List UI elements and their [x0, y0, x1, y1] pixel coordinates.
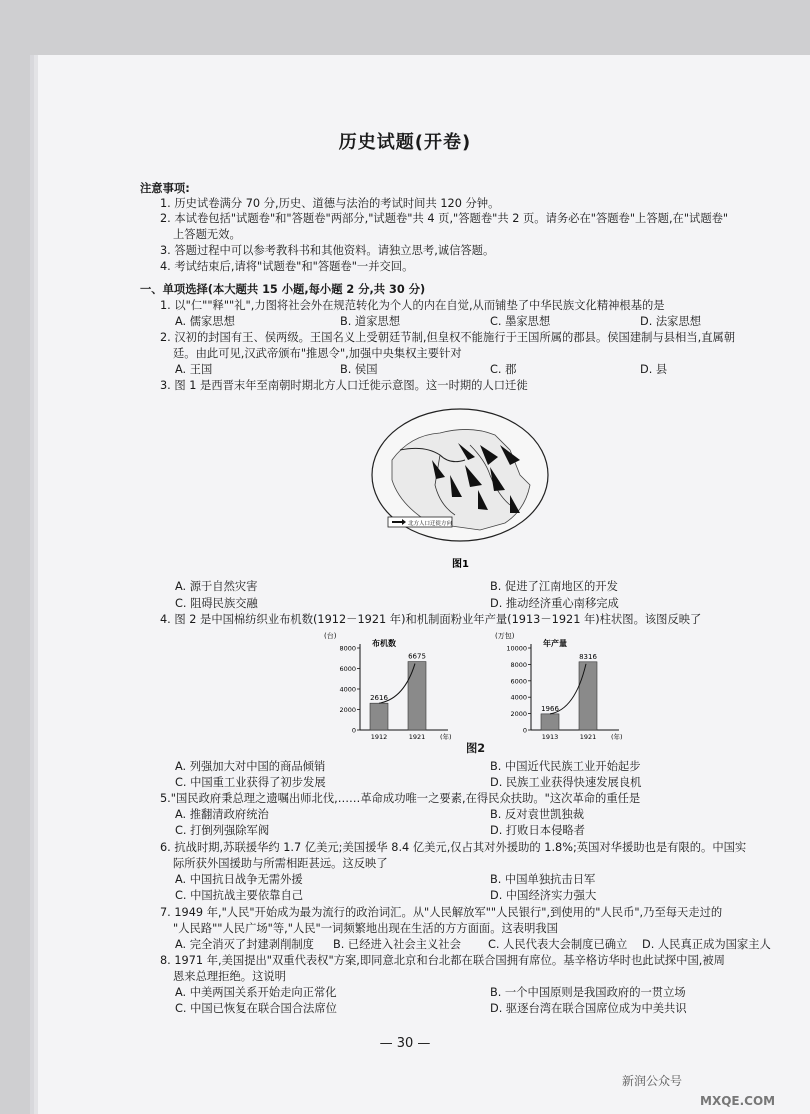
- x-tick-label: 1921: [579, 733, 597, 740]
- y-tick-label: 6000: [510, 677, 527, 686]
- option-a: A. 王国: [175, 363, 213, 376]
- question-stem: "人民路""人民广场"等,"人民"一词频繁地出现在生活的方方面面。这表明我国: [173, 922, 558, 935]
- notice-item: 1. 历史试卷满分 70 分,历史、道德与法治的考试时间共 120 分钟。: [160, 197, 500, 210]
- question-stem: 4. 图 2 是中国棉纺织业布机数(1912－1921 年)和机制面粉业年产量(1913－1921 年)柱状图。该图反映了: [160, 613, 702, 626]
- chart-title: 布机数: [372, 639, 396, 648]
- bar-value-label: 2616: [370, 694, 388, 703]
- question-stem: 恩来总理拒绝。这说明: [173, 970, 286, 983]
- page-title: 历史试题(开卷): [338, 132, 472, 153]
- option-c: C. 打倒列强除军阀: [175, 824, 270, 837]
- option-a: A. 中国抗日战争无需外援: [175, 873, 303, 886]
- y-tick-label: 2000: [510, 710, 527, 719]
- option-c: C. 中国已恢复在联合国合法席位: [175, 1002, 337, 1015]
- option-a: A. 儒家思想: [175, 315, 235, 328]
- option-b: B. 侯国: [340, 363, 378, 376]
- bar-value-label: 1966: [541, 704, 559, 713]
- bar: [408, 662, 426, 730]
- question-stem: 5."国民政府秉总理之遗嘱出师北伐,……革命成功唯一之要素,在得民众扶助。"这次革命的重任是: [160, 792, 641, 805]
- y-tick-label: 8000: [510, 660, 527, 669]
- option-b: B. 中国单独抗击日军: [490, 873, 596, 886]
- option-a: A. 推翻清政府统治: [175, 808, 269, 821]
- watermark-url: MXQE.COM: [700, 1094, 776, 1108]
- figure-caption: 图1: [452, 559, 469, 570]
- option-c: C. 人民代表大会制度已确立: [488, 938, 628, 951]
- question-stem: 廷。由此可见,汉武帝颁布"推恩令",加强中央集权主要针对: [173, 347, 462, 360]
- chart-title: 年产量: [543, 639, 567, 648]
- option-b: B. 促进了江南地区的开发: [490, 580, 618, 593]
- bar-value-label: 6675: [408, 652, 426, 661]
- question-stem: 3. 图 1 是西晋末年至南朝时期北方人口迁徙示意图。这一时期的人口迁徙: [160, 379, 528, 392]
- migration-map: [370, 405, 550, 570]
- bar: [541, 714, 559, 730]
- option-b: B. 中国近代民族工业开始起步: [490, 760, 641, 773]
- option-a: A. 源于自然灾害: [175, 580, 258, 593]
- figure-caption: 图2: [466, 742, 486, 755]
- option-d: D. 中国经济实力强大: [490, 889, 597, 902]
- option-d: D. 人民真正成为国家主人: [642, 938, 771, 951]
- option-d: D. 民族工业获得快速发展良机: [490, 776, 642, 789]
- page-number: — 30 —: [379, 1036, 431, 1051]
- question-stem: 6. 抗战时期,苏联援华约 1.7 亿美元;美国援华 8.4 亿美元,仅占其对外援助的 1.8%;英国对华援助也是有限的。中国实: [160, 841, 747, 854]
- bar: [370, 703, 388, 730]
- option-d: D. 推动经济重心南移完成: [490, 597, 619, 610]
- notice-item: 上答题无效。: [173, 228, 241, 241]
- y-tick-label: 6000: [339, 665, 356, 673]
- notice-heading: 注意事项:: [140, 182, 190, 195]
- y-tick-label: 4000: [339, 685, 356, 694]
- question-stem: 8. 1971 年,美国提出"双重代表权"方案,即同意北京和台北都在联合国拥有席位。基辛格访华时也此试探中国,被周: [160, 954, 725, 967]
- option-b: B. 一个中国原则是我国政府的一贯立场: [490, 986, 686, 999]
- bar: [579, 662, 597, 730]
- option-c: C. 郡: [490, 363, 517, 376]
- y-tick-label: 8000: [339, 644, 356, 653]
- x-axis-label: (年): [611, 733, 623, 740]
- x-tick-label: 1913: [541, 733, 559, 740]
- question-stem: 际所获外国援助与所需相距甚远。这反映了: [173, 857, 388, 870]
- x-axis-label: (年): [440, 733, 452, 740]
- notice-item: 2. 本试卷包括"试题卷"和"答题卷"两部分,"试题卷"共 4 页,"答题卷"共 2 页。请务必在"答题卷"上答题,在"试题卷": [160, 212, 729, 225]
- question-stem: 1. 以"仁""释""礼",力图将社会外在规范转化为个人的内在自觉,从而铺垫了中华民族文化精神根基的是: [160, 299, 665, 312]
- option-b: B. 反对袁世凯独裁: [490, 808, 585, 821]
- y-axis-label: (万包): [495, 632, 515, 640]
- option-a: A. 完全消灭了封建剥削制度: [175, 938, 314, 951]
- y-tick-label: 2000: [339, 706, 356, 714]
- watermark-text: 新润公众号: [622, 1074, 683, 1088]
- option-b: B. 道家思想: [340, 315, 401, 328]
- option-d: D. 驱逐台湾在联合国席位成为中美共识: [490, 1002, 687, 1015]
- option-d: D. 打败日本侵略者: [490, 824, 585, 837]
- question-stem: 7. 1949 年,"人民"开始成为最为流行的政治词汇。从"人民解放军""人民银行",到使用的"人民币",乃至每天走过的: [160, 906, 723, 919]
- y-tick-label: 10000: [506, 644, 527, 653]
- y-tick-label: 0: [522, 726, 527, 735]
- x-tick-label: 1921: [408, 733, 426, 740]
- option-b: B. 已经进入社会主义社会: [333, 938, 461, 951]
- section-heading: 一、单项选择(本大题共 15 小题,每小题 2 分,共 30 分): [140, 283, 426, 296]
- y-tick-label: 0: [351, 726, 356, 735]
- question-stem: 2. 汉初的封国有王、侯两级。王国名义上受朝廷节制,但皇权不能施行于王国所属的郡县。侯国建制与县相当,直属朝: [160, 331, 736, 344]
- option-a: A. 中美两国关系开始走向正常化: [175, 986, 337, 999]
- y-axis-label: (台): [324, 632, 337, 640]
- option-c: C. 阻碍民族交融: [175, 597, 258, 610]
- x-tick-label: 1912: [370, 733, 388, 740]
- option-c: C. 中国抗战主要依靠自己: [175, 889, 304, 902]
- notice-item: 4. 考试结束后,请将"试题卷"和"答题卷"一并交回。: [160, 260, 414, 273]
- flour-output-chart: [493, 628, 643, 740]
- option-c: C. 墨家思想: [490, 315, 551, 328]
- option-a: A. 列强加大对中国的商品倾销: [175, 760, 326, 773]
- bar-value-label: 8316: [579, 652, 597, 661]
- map-legend-label: 北方人口迁徙方向: [408, 521, 453, 527]
- notice-item: 3. 答题过程中可以参考教科书和其他资料。请独立思考,诚信答题。: [160, 244, 495, 257]
- y-tick-label: 4000: [510, 693, 527, 702]
- option-c: C. 中国重工业获得了初步发展: [175, 776, 326, 789]
- option-d: D. 县: [640, 363, 668, 376]
- loom-count-chart: [322, 628, 472, 740]
- option-d: D. 法家思想: [640, 315, 702, 328]
